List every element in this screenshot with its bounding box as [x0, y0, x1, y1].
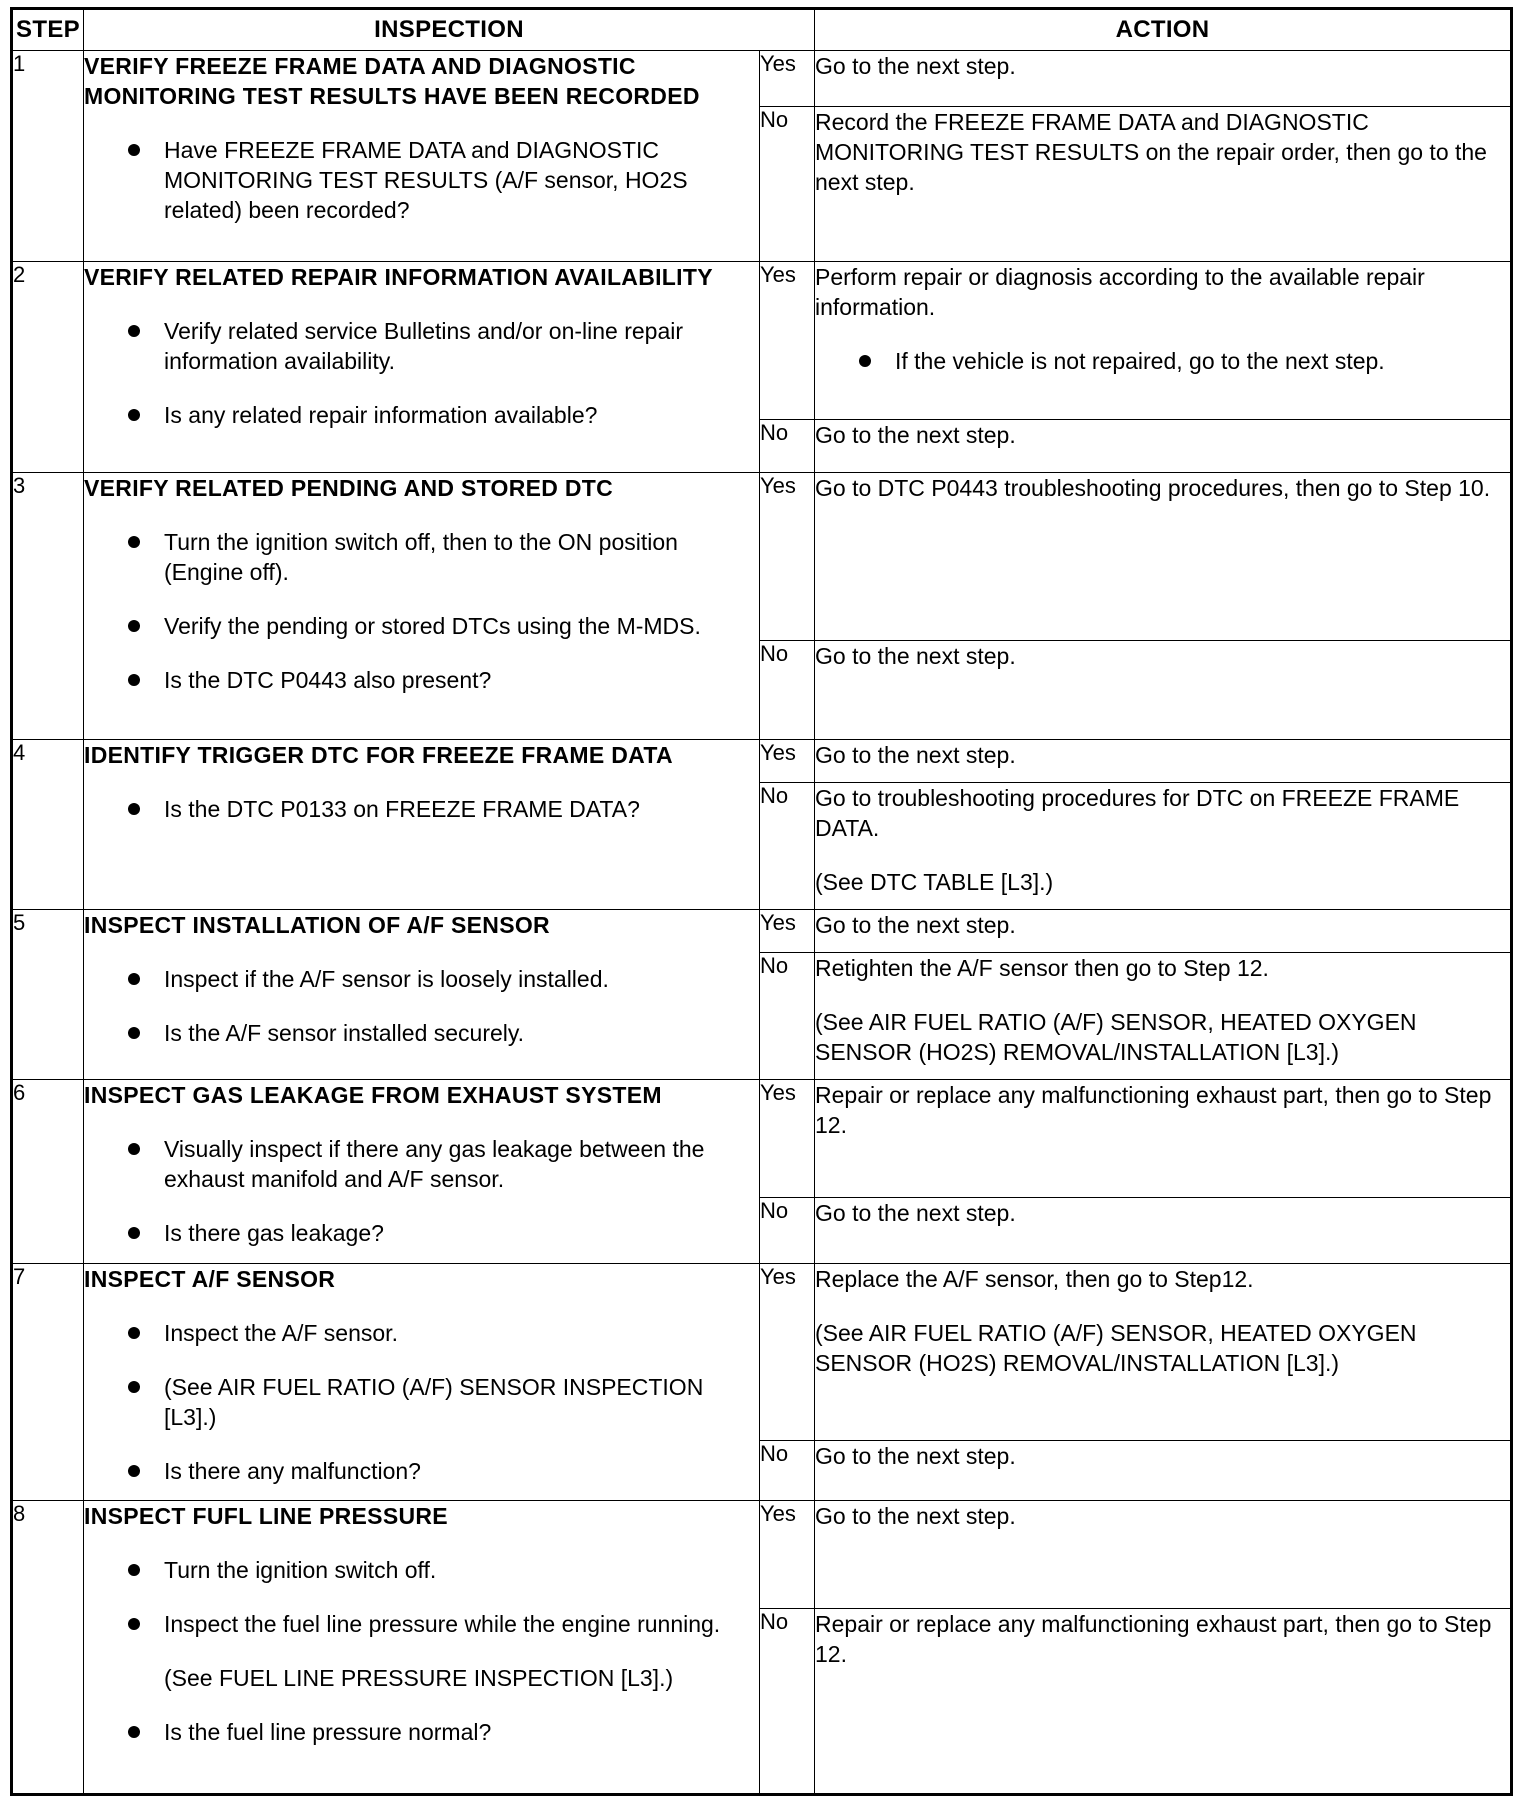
- step-1-yes-action: [815, 51, 1512, 107]
- step-2-title: VERIFY RELATED REPAIR INFORMATION AVAILABILITY: [84, 264, 713, 290]
- step-7-no-label: No: [760, 1441, 815, 1501]
- step-6-number: 6: [12, 1080, 84, 1264]
- step-6-yes-label: Yes: [760, 1080, 815, 1198]
- step-3-number: 3: [12, 473, 84, 740]
- header-action: ACTION: [815, 9, 1512, 51]
- step-1-yes-text: Go to the next step.: [815, 53, 1016, 79]
- step-2-inspection: [84, 262, 760, 473]
- step-4-title: IDENTIFY TRIGGER DTC FOR FREEZE FRAME DATA: [84, 742, 673, 768]
- step-5-no-label: No: [760, 953, 815, 1080]
- step-6-bullet-2: Is there gas leakage?: [84, 1218, 759, 1248]
- step-5-yes-row: [12, 910, 1512, 953]
- step-1-number: 1: [12, 51, 84, 262]
- step-5-no-note: (See AIR FUEL RATIO (A/F) SENSOR, HEATED OXYGEN SENSOR (HO2S) REMOVAL/INSTALLATION [L3].): [815, 1009, 1417, 1065]
- step-8-yes-text: Go to the next step.: [815, 1503, 1016, 1529]
- step-6-bullet-1: Visually inspect if there any gas leakage between the exhaust manifold and A/F sensor.: [84, 1134, 759, 1194]
- step-7-yes-text: Replace the A/F sensor, then go to Step12.: [815, 1266, 1254, 1292]
- step-8-bullet-3: Is the fuel line pressure normal?: [84, 1717, 759, 1747]
- step-6-no-label: No: [760, 1198, 815, 1264]
- step-6-title: INSPECT GAS LEAKAGE FROM EXHAUST SYSTEM: [84, 1082, 662, 1108]
- step-6-no-text: Go to the next step.: [815, 1200, 1016, 1226]
- step-3-bullet-1: Turn the ignition switch off, then to the ON position (Engine off).: [84, 527, 759, 587]
- table-header-row: [12, 9, 1512, 51]
- step-4-no-note: (See DTC TABLE [L3].): [815, 869, 1054, 895]
- step-6-yes-action: [815, 1080, 1512, 1198]
- step-2-bullet-1: Verify related service Bulletins and/or on-line repair information availability.: [84, 316, 759, 376]
- step-7-no-text: Go to the next step.: [815, 1443, 1016, 1469]
- step-3-inspection: [84, 473, 760, 740]
- header-step: STEP: [12, 9, 84, 51]
- step-2-no-label: No: [760, 420, 815, 473]
- step-8-bullet-2-text: Inspect the fuel line pressure while the engine running.: [164, 1611, 721, 1637]
- step-5-no-action: [815, 953, 1512, 1080]
- step-4-no-label: No: [760, 783, 815, 910]
- step-7-title: INSPECT A/F SENSOR: [84, 1266, 336, 1292]
- step-7-yes-row: [12, 1264, 1512, 1441]
- step-8-bullet-1: Turn the ignition switch off.: [84, 1555, 759, 1585]
- step-3-yes-text: Go to DTC P0443 troubleshooting procedures, then go to Step 10.: [815, 475, 1491, 501]
- step-1-no-label: No: [760, 107, 815, 262]
- step-1-yes-row: [12, 51, 1512, 107]
- step-3-yes-row: [12, 473, 1512, 641]
- step-8-bullet-note: (See FUEL LINE PRESSURE INSPECTION [L3].): [164, 1665, 674, 1691]
- header-inspection: INSPECTION: [84, 9, 815, 51]
- step-1-bullet-1: Have FREEZE FRAME DATA and DIAGNOSTIC MONITORING TEST RESULTS (A/F sensor, HO2S related) been recorded?: [84, 135, 759, 225]
- step-5-bullet-2: Is the A/F sensor installed securely.: [84, 1018, 759, 1048]
- step-6-no-action: [815, 1198, 1512, 1264]
- step-3-bullet-2: Verify the pending or stored DTCs using the M-MDS.: [84, 611, 759, 641]
- step-7-number: 7: [12, 1264, 84, 1501]
- step-8-number: 8: [12, 1501, 84, 1795]
- step-2-bullet-2: Is any related repair information available?: [84, 400, 759, 430]
- step-5-title: INSPECT INSTALLATION OF A/F SENSOR: [84, 912, 550, 938]
- step-5-yes-action: [815, 910, 1512, 953]
- step-2-yes-label: Yes: [760, 262, 815, 420]
- step-6-yes-row: [12, 1080, 1512, 1198]
- step-7-yes-action: [815, 1264, 1512, 1441]
- step-8-no-text: Repair or replace any malfunctioning exhaust part, then go to Step 12.: [815, 1611, 1492, 1667]
- step-7-no-action: [815, 1441, 1512, 1501]
- step-7-inspection: [84, 1264, 760, 1501]
- step-2-yes-text: Perform repair or diagnosis according to the available repair information.: [815, 264, 1425, 320]
- step-3-yes-label: Yes: [760, 473, 815, 641]
- step-8-no-label: No: [760, 1609, 815, 1795]
- step-3-yes-action: [815, 473, 1512, 641]
- step-7-bullet-2: (See AIR FUEL RATIO (A/F) SENSOR INSPECTION [L3].): [84, 1372, 759, 1432]
- step-1-no-action: [815, 107, 1512, 262]
- step-8-yes-action: [815, 1501, 1512, 1609]
- step-5-number: 5: [12, 910, 84, 1080]
- step-4-no-action: [815, 783, 1512, 910]
- step-6-inspection: [84, 1080, 760, 1264]
- step-5-inspection: [84, 910, 760, 1080]
- step-4-yes-row: [12, 740, 1512, 783]
- step-8-no-action: [815, 1609, 1512, 1795]
- step-8-yes-row: [12, 1501, 1512, 1609]
- diagnostic-procedure-document: [10, 7, 1510, 1796]
- step-5-yes-label: Yes: [760, 910, 815, 953]
- step-4-bullet-1: Is the DTC P0133 on FREEZE FRAME DATA?: [84, 794, 759, 824]
- step-4-yes-action: [815, 740, 1512, 783]
- step-8-bullet-2: [84, 1609, 759, 1693]
- step-4-yes-text: Go to the next step.: [815, 742, 1016, 768]
- step-1-inspection: [84, 51, 760, 262]
- step-2-no-action: [815, 420, 1512, 473]
- step-3-no-text: Go to the next step.: [815, 643, 1016, 669]
- step-7-yes-note: (See AIR FUEL RATIO (A/F) SENSOR, HEATED OXYGEN SENSOR (HO2S) REMOVAL/INSTALLATION [L3].): [815, 1320, 1417, 1376]
- step-8-yes-label: Yes: [760, 1501, 815, 1609]
- step-6-yes-text: Repair or replace any malfunctioning exhaust part, then go to Step 12.: [815, 1082, 1492, 1138]
- step-2-number: 2: [12, 262, 84, 473]
- step-4-number: 4: [12, 740, 84, 910]
- step-2-yes-row: [12, 262, 1512, 420]
- step-1-yes-label: Yes: [760, 51, 815, 107]
- step-8-title: INSPECT FUFL LINE PRESSURE: [84, 1503, 448, 1529]
- step-4-no-text: Go to troubleshooting procedures for DTC on FREEZE FRAME DATA.: [815, 785, 1460, 841]
- step-2-yes-bullet: If the vehicle is not repaired, go to the next step.: [815, 346, 1510, 376]
- step-1-no-text: Record the FREEZE FRAME DATA and DIAGNOSTIC MONITORING TEST RESULTS on the repair order, then go to the next step.: [815, 109, 1487, 195]
- step-2-no-text: Go to the next step.: [815, 422, 1016, 448]
- step-1-title: VERIFY FREEZE FRAME DATA AND DIAGNOSTIC MONITORING TEST RESULTS HAVE BEEN RECORDED: [84, 53, 700, 109]
- step-7-yes-label: Yes: [760, 1264, 815, 1441]
- step-8-inspection: [84, 1501, 760, 1795]
- step-7-bullet-3: Is there any malfunction?: [84, 1456, 759, 1486]
- step-3-no-label: No: [760, 641, 815, 740]
- step-5-bullet-1: Inspect if the A/F sensor is loosely installed.: [84, 964, 759, 994]
- step-5-yes-text: Go to the next step.: [815, 912, 1016, 938]
- step-4-inspection: [84, 740, 760, 910]
- step-3-no-action: [815, 641, 1512, 740]
- step-3-bullet-3: Is the DTC P0443 also present?: [84, 665, 759, 695]
- diagnostic-procedure-table: [10, 7, 1513, 1796]
- step-5-no-text: Retighten the A/F sensor then go to Step 12.: [815, 955, 1269, 981]
- step-3-title: VERIFY RELATED PENDING AND STORED DTC: [84, 475, 614, 501]
- step-4-yes-label: Yes: [760, 740, 815, 783]
- step-7-bullet-1: Inspect the A/F sensor.: [84, 1318, 759, 1348]
- step-2-yes-action: [815, 262, 1512, 420]
